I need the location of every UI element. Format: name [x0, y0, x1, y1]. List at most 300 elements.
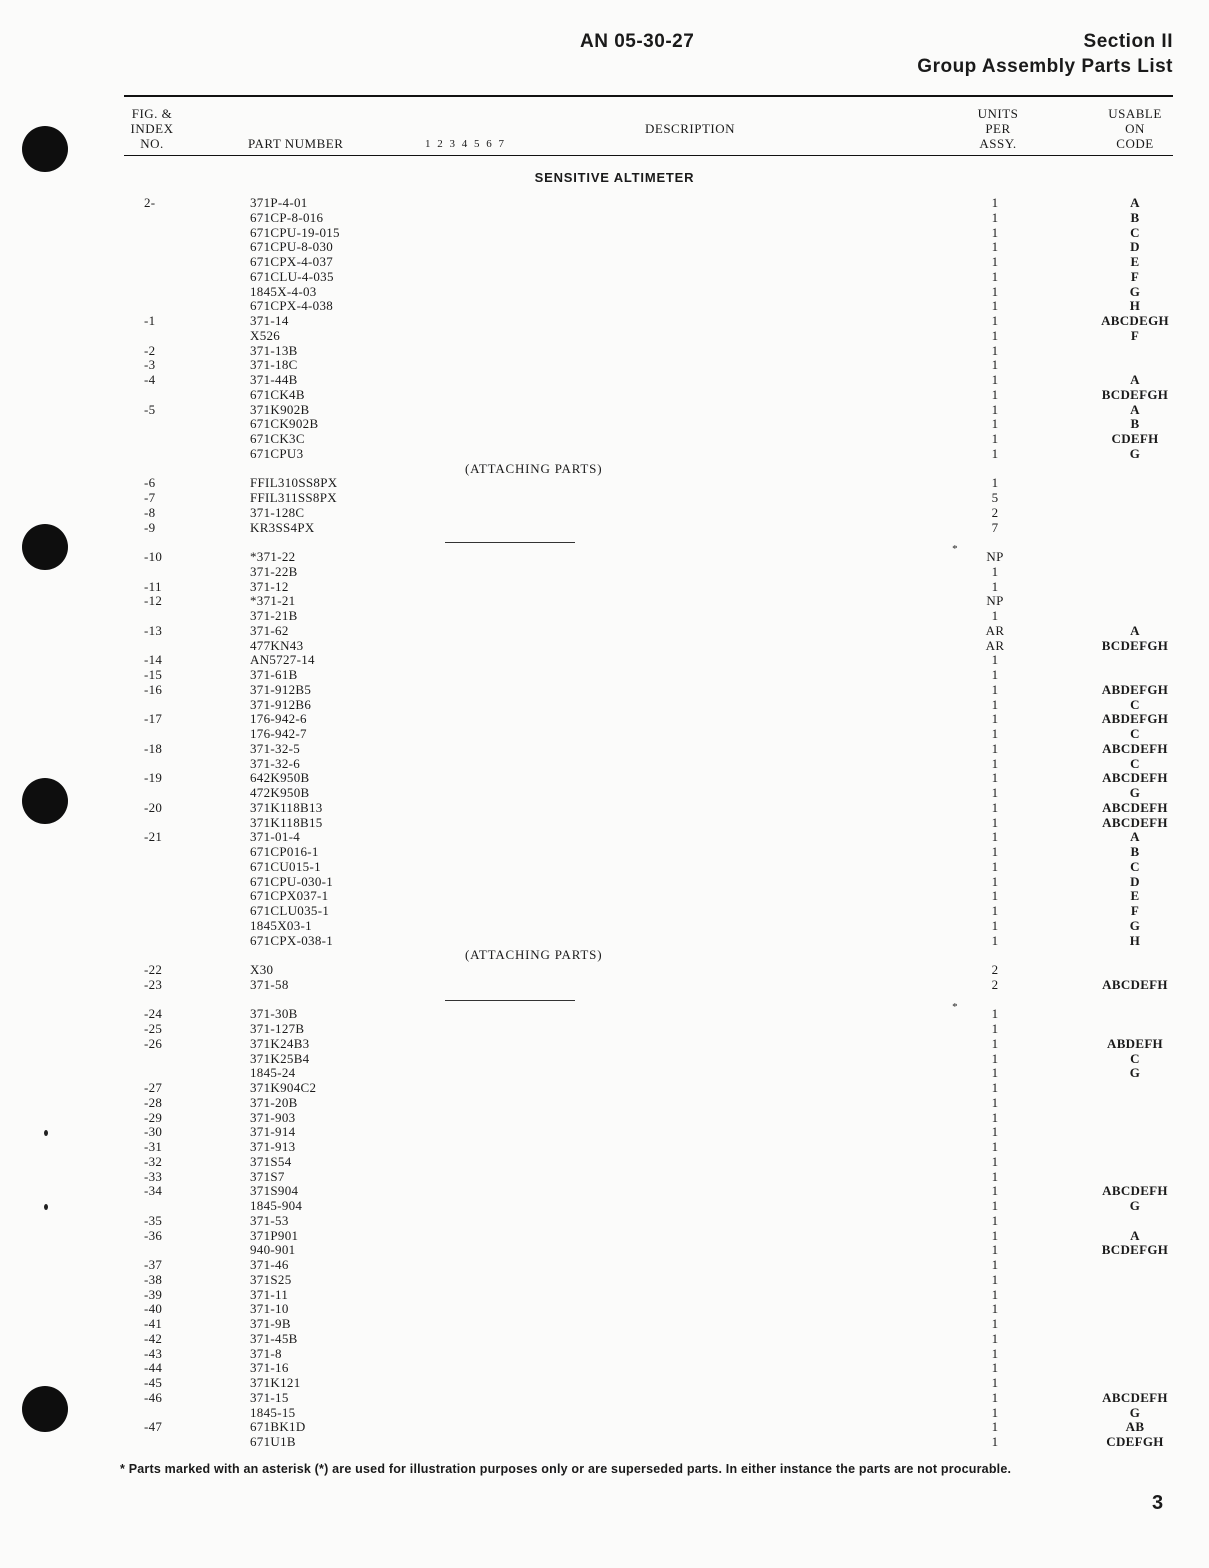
fig-index-cell: -37 [144, 1257, 163, 1272]
usable-on-code-cell: ABCDEFH [1102, 740, 1168, 756]
table-row [0, 1332, 1209, 1347]
table-row [0, 388, 1209, 403]
part-number-cell: 371-58 [250, 976, 289, 992]
table-row [0, 1435, 1209, 1450]
units-per-assy-cell: 1 [991, 1153, 999, 1169]
table-row [0, 447, 1209, 462]
table-row [0, 727, 1209, 742]
table-row [0, 889, 1209, 904]
table-row [0, 1229, 1209, 1244]
part-number-cell: 371-53 [250, 1212, 289, 1228]
fig-index-cell: -35 [144, 1212, 163, 1228]
col-usable-on-code: USABLE ON CODE [1108, 106, 1162, 151]
binder-hole-top [22, 126, 68, 172]
table-row [0, 196, 1209, 211]
part-number-cell: 371K118B15 [250, 814, 323, 830]
units-per-assy-cell: 1 [991, 932, 999, 948]
table-row [0, 255, 1209, 270]
table-row [0, 1361, 1209, 1376]
fig-index-cell: -39 [144, 1286, 163, 1302]
table-row [0, 1199, 1209, 1214]
part-number-cell: 371-10 [250, 1301, 289, 1317]
fig-index-cell: -31 [144, 1139, 163, 1154]
table-row [0, 786, 1209, 801]
units-per-assy-cell: 1 [991, 1316, 999, 1331]
units-per-assy-cell: 1 [991, 1168, 999, 1184]
table-row [0, 594, 1209, 609]
usable-on-code-cell: A [1130, 401, 1140, 417]
table-row [0, 904, 1209, 919]
table-row [0, 978, 1209, 993]
usable-on-code-cell: H [1129, 932, 1141, 948]
usable-on-code-cell: G [1129, 785, 1141, 800]
part-number-cell: 671CK4B [250, 386, 305, 402]
fig-index-cell: -15 [144, 667, 163, 682]
usable-on-code-cell: D [1130, 239, 1140, 255]
part-number-cell: 477KN43 [250, 637, 304, 653]
part-number-cell: FFIL311SS8PX [250, 490, 337, 505]
fig-index-cell: -5 [144, 401, 156, 417]
part-number-cell: 671CPU-19-015 [250, 224, 340, 240]
table-row [0, 816, 1209, 831]
part-number-cell: 671CP016-1 [250, 844, 319, 859]
units-per-assy-cell: 1 [991, 829, 999, 845]
units-per-assy-cell: 1 [991, 1006, 999, 1022]
units-per-assy-cell: 1 [991, 1065, 999, 1081]
units-per-assy-cell: 1 [991, 298, 999, 314]
usable-on-code-cell: CDEFGH [1106, 1434, 1164, 1449]
part-number-cell: 176-942-7 [250, 726, 307, 741]
table-row [0, 240, 1209, 255]
part-number-cell: 371P901 [250, 1227, 299, 1243]
usable-on-code-cell: D [1130, 873, 1140, 889]
part-number-cell: 371-128C [250, 504, 305, 520]
units-per-assy-cell: 1 [991, 1212, 999, 1228]
table-row [0, 1347, 1209, 1362]
table-row [0, 1288, 1209, 1303]
table-row [0, 830, 1209, 845]
part-number-cell: 671CLU-4-035 [250, 268, 334, 284]
table-row [0, 801, 1209, 816]
usable-on-code-cell: ABCDEFH [1102, 799, 1168, 815]
fig-index-cell: -44 [144, 1360, 163, 1376]
part-number-cell: 371-9B [250, 1316, 291, 1331]
fig-index-cell: -45 [144, 1375, 163, 1390]
units-per-assy-cell: 1 [991, 1227, 999, 1243]
usable-on-code-cell: G [1129, 917, 1141, 933]
usable-on-code-cell: B [1130, 416, 1140, 432]
table-row [0, 1007, 1209, 1022]
units-per-assy-cell: 1 [991, 239, 999, 255]
units-per-assy-cell: 1 [991, 814, 999, 830]
fig-index-cell: -20 [144, 799, 163, 815]
part-number-cell: 1845X03-1 [250, 917, 312, 933]
units-per-assy-cell: 1 [991, 1389, 999, 1405]
units-per-assy-cell: 1 [991, 1050, 999, 1066]
usable-on-code-cell: G [1129, 283, 1141, 299]
table-row [0, 506, 1209, 521]
units-per-assy-cell: 1 [991, 1139, 999, 1154]
usable-on-code-cell: BCDEFGH [1101, 1242, 1169, 1258]
units-per-assy-cell: 1 [991, 608, 999, 623]
table-row [0, 1066, 1209, 1081]
part-number-cell: 371-14 [250, 313, 289, 328]
usable-on-code-cell: ABDEFGH [1101, 711, 1169, 727]
usable-on-code-cell: ABDEFGH [1101, 681, 1169, 697]
fig-index-cell: -29 [144, 1109, 163, 1125]
usable-on-code-cell: F [1130, 903, 1140, 918]
part-number-cell: 671CU015-1 [250, 858, 321, 874]
table-row [0, 1052, 1209, 1067]
part-number-cell: 371-20B [250, 1094, 298, 1110]
table-row [0, 1243, 1209, 1258]
part-number-cell: 1845-24 [250, 1065, 296, 1081]
table-row [0, 653, 1209, 668]
units-per-assy-cell: 1 [991, 696, 999, 712]
part-number-cell: 371-21B [250, 608, 298, 623]
table-row [0, 1125, 1209, 1140]
units-per-assy-cell: 1 [991, 873, 999, 889]
table-row [0, 358, 1209, 373]
fig-index-cell: -32 [144, 1153, 163, 1169]
part-number-cell: 371-30B [250, 1006, 298, 1022]
units-per-assy-cell: 1 [991, 1035, 999, 1051]
fig-index-cell: -36 [144, 1227, 163, 1243]
part-number-cell: 642K950B [250, 770, 310, 786]
attaching-parts-row [0, 462, 1209, 477]
table-row [0, 329, 1209, 344]
usable-on-code-cell: BCDEFGH [1101, 386, 1169, 402]
fig-index-cell: -34 [144, 1183, 163, 1199]
table-row [0, 270, 1209, 285]
units-per-assy-cell: 1 [991, 770, 999, 786]
units-per-assy-cell: 1 [991, 799, 999, 815]
part-number-cell: 371-15 [250, 1389, 289, 1405]
part-number-cell: 371K24B3 [250, 1035, 310, 1051]
units-per-assy-cell: 1 [991, 224, 999, 240]
fig-index-cell: -25 [144, 1021, 163, 1036]
units-per-assy-cell: 1 [991, 431, 999, 446]
table-row [0, 211, 1209, 226]
table-row [0, 845, 1209, 860]
units-per-assy-cell: 1 [991, 681, 999, 697]
section-heading: SENSITIVE ALTIMETER [534, 170, 695, 185]
units-per-assy-cell: 1 [991, 844, 999, 859]
part-number-cell: 371S25 [250, 1271, 292, 1287]
table-row [0, 1302, 1209, 1317]
fig-index-cell: -11 [144, 578, 162, 594]
fig-index-cell: -18 [144, 740, 163, 756]
units-per-assy-cell: 1 [991, 1360, 999, 1376]
header-rule-top [124, 95, 1173, 97]
separator-line [445, 1000, 958, 1013]
part-number-cell: 371-18C [250, 357, 298, 373]
units-per-assy-cell: AR [985, 637, 1005, 653]
separator-star: * [949, 1000, 961, 1015]
page-number: 3 [1152, 1492, 1164, 1514]
separator-star: * [949, 542, 961, 557]
fig-index-cell: 2- [144, 195, 156, 210]
usable-on-code-cell: F [1130, 327, 1140, 343]
units-per-assy-cell: 1 [991, 342, 999, 358]
units-per-assy-cell: 1 [991, 475, 999, 491]
units-per-assy-cell: NP [986, 593, 1004, 609]
part-number-cell: 371-62 [250, 622, 289, 638]
table-row [0, 875, 1209, 890]
table-row [0, 314, 1209, 329]
table-row [0, 299, 1209, 314]
units-per-assy-cell: 1 [991, 1198, 999, 1213]
units-per-assy-cell: 1 [991, 445, 999, 461]
part-number-cell: FFIL310SS8PX [250, 475, 338, 491]
usable-on-code-cell: ABCDEGH [1101, 313, 1169, 328]
part-number-cell: 371-46 [250, 1257, 289, 1272]
usable-on-code-cell: G [1129, 445, 1141, 461]
table-row [0, 698, 1209, 713]
part-number-cell: *371-22 [250, 549, 296, 564]
fig-index-cell: -41 [144, 1316, 163, 1331]
units-per-assy-cell: 2 [991, 962, 999, 977]
usable-on-code-cell: G [1129, 1198, 1141, 1213]
table-row [0, 403, 1209, 418]
fig-index-cell: -1 [144, 313, 156, 328]
units-per-assy-cell: 1 [991, 903, 999, 918]
units-per-assy-cell: NP [986, 549, 1004, 564]
part-number-cell: 371S54 [250, 1153, 292, 1169]
fig-index-cell: -12 [144, 593, 163, 609]
units-per-assy-cell: 1 [991, 755, 999, 771]
usable-on-code-cell: ABDEFH [1107, 1035, 1163, 1051]
part-number-cell: 371-45B [250, 1330, 298, 1346]
units-per-assy-cell: 1 [991, 1375, 999, 1390]
part-number-cell: 671U1B [250, 1434, 296, 1449]
usable-on-code-cell: AB [1125, 1419, 1145, 1435]
units-per-assy-cell: 1 [991, 1021, 999, 1036]
units-per-assy-cell: 1 [991, 313, 999, 328]
fig-index-cell: -46 [144, 1389, 163, 1405]
part-number-cell: 671CP-8-016 [250, 209, 324, 225]
usable-on-code-cell: E [1130, 888, 1140, 904]
usable-on-code-cell: A [1130, 195, 1140, 210]
part-number-cell: 371-16 [250, 1360, 289, 1376]
part-number-cell: 371K118B13 [250, 799, 323, 815]
table-row [0, 1391, 1209, 1406]
table-row [0, 1214, 1209, 1229]
units-per-assy-cell: 1 [991, 1080, 999, 1095]
table-row [0, 1111, 1209, 1126]
table-row [0, 580, 1209, 595]
part-number-cell: 371K904C2 [250, 1080, 317, 1095]
usable-on-code-cell: ABCDEFH [1102, 1389, 1168, 1405]
table-row [0, 1420, 1209, 1435]
section-label: Section II [1083, 31, 1173, 52]
units-per-assy-cell: 1 [991, 1345, 999, 1361]
usable-on-code-cell: A [1130, 622, 1140, 638]
part-number-cell: 671CPX-4-038 [250, 298, 334, 314]
part-number-cell: 371-914 [250, 1124, 296, 1140]
part-number-cell: 371-32-5 [250, 740, 301, 756]
fig-index-cell: -2 [144, 342, 156, 358]
table-row [0, 1037, 1209, 1052]
units-per-assy-cell: 1 [991, 726, 999, 741]
usable-on-code-cell: ABCDEFH [1102, 814, 1168, 830]
units-per-assy-cell: 1 [991, 1271, 999, 1287]
part-number-cell: 671CK3C [250, 431, 305, 446]
table-row [0, 521, 1209, 536]
table-row [0, 1184, 1209, 1199]
usable-on-code-cell: F [1130, 268, 1140, 284]
units-per-assy-cell: 1 [991, 1124, 999, 1140]
units-per-assy-cell: 1 [991, 1434, 999, 1449]
units-per-assy-cell: 1 [991, 386, 999, 402]
units-per-assy-cell: 1 [991, 1183, 999, 1199]
units-per-assy-cell: 1 [991, 578, 999, 594]
units-per-assy-cell: 1 [991, 416, 999, 432]
units-per-assy-cell: 1 [991, 1242, 999, 1258]
usable-on-code-cell: E [1130, 254, 1140, 269]
table-row [0, 491, 1209, 506]
table-row [0, 1096, 1209, 1111]
part-number-cell: 371-913 [250, 1139, 296, 1154]
usable-on-code-cell: ABCDEFH [1102, 976, 1168, 992]
units-per-assy-cell: 1 [991, 858, 999, 874]
usable-on-code-cell: ABCDEFH [1102, 770, 1168, 786]
table-row [0, 609, 1209, 624]
attaching-parts-row [0, 948, 1209, 963]
table-row [0, 226, 1209, 241]
part-number-cell: X526 [250, 327, 281, 343]
usable-on-code-cell: B [1130, 844, 1140, 859]
part-number-cell: 371-44B [250, 372, 298, 387]
part-number-cell: 371S904 [250, 1183, 299, 1199]
units-per-assy-cell: 1 [991, 1330, 999, 1346]
table-row [0, 683, 1209, 698]
table-row [0, 1170, 1209, 1185]
table-row [0, 1406, 1209, 1421]
table-row [0, 1258, 1209, 1273]
fig-index-cell: -28 [144, 1094, 163, 1110]
part-number-cell: 671CPX-4-037 [250, 254, 334, 269]
parts-list [0, 196, 1209, 1450]
fig-index-cell: -43 [144, 1345, 163, 1361]
usable-on-code-cell: A [1130, 829, 1140, 845]
units-per-assy-cell: 1 [991, 372, 999, 387]
units-per-assy-cell: 1 [991, 785, 999, 800]
units-per-assy-cell: 1 [991, 195, 999, 210]
units-per-assy-cell: 1 [991, 283, 999, 299]
part-number-cell: 671CK902B [250, 416, 319, 432]
usable-on-code-cell: C [1130, 696, 1140, 712]
table-row [0, 1317, 1209, 1332]
units-per-assy-cell: 1 [991, 327, 999, 343]
table-row [0, 624, 1209, 639]
fig-index-cell: -47 [144, 1419, 163, 1435]
usable-on-code-cell: BCDEFGH [1101, 637, 1169, 653]
table-row [0, 757, 1209, 772]
table-row [0, 639, 1209, 654]
usable-on-code-cell: C [1130, 726, 1140, 741]
fig-index-cell: -38 [144, 1271, 163, 1287]
table-row [0, 1273, 1209, 1288]
table-row [0, 565, 1209, 580]
part-number-cell: 671BK1D [250, 1419, 306, 1435]
part-number-cell: 371-61B [250, 667, 298, 682]
separator-line [445, 542, 958, 556]
part-number-cell: 1845X-4-03 [250, 283, 317, 299]
fig-index-cell: -16 [144, 681, 163, 697]
usable-on-code-cell: H [1129, 298, 1141, 314]
fig-index-cell: -8 [144, 504, 156, 520]
part-number-cell: 371-8 [250, 1345, 282, 1361]
fig-index-cell: -7 [144, 490, 156, 505]
fig-index-cell: -6 [144, 475, 156, 491]
col-part-number: PART NUMBER [248, 136, 344, 151]
fig-index-cell: -30 [144, 1124, 163, 1140]
part-number-cell: 371-01-4 [250, 829, 301, 845]
fig-index-cell: -19 [144, 770, 163, 786]
part-number-cell: 371-13B [250, 342, 298, 358]
table-row [0, 1140, 1209, 1155]
units-per-assy-cell: AR [985, 622, 1005, 638]
units-per-assy-cell: 1 [991, 563, 999, 579]
table-row [0, 934, 1209, 949]
table-row [0, 963, 1209, 978]
fig-index-cell: -33 [144, 1168, 163, 1184]
usable-on-code-cell: A [1130, 1227, 1140, 1243]
part-number-cell: 671CPU-030-1 [250, 873, 334, 889]
footnote: * Parts marked with an asterisk (*) are used for illustration purposes only or are superseded parts. In either instance the parts are not procurable. [120, 1462, 1012, 1476]
units-per-assy-cell: 1 [991, 209, 999, 225]
units-per-assy-cell: 7 [991, 519, 999, 535]
separator-row [0, 535, 1209, 556]
units-per-assy-cell: 1 [991, 652, 999, 668]
fig-index-cell: -24 [144, 1006, 163, 1022]
units-per-assy-cell: 1 [991, 711, 999, 727]
fig-index-cell: -22 [144, 962, 163, 977]
usable-on-code-cell: C [1130, 224, 1140, 240]
fig-index-cell: -3 [144, 357, 156, 373]
fig-index-cell: -27 [144, 1080, 163, 1095]
units-per-assy-cell: 1 [991, 667, 999, 682]
part-number-cell: 371-912B6 [250, 696, 312, 712]
table-row [0, 860, 1209, 875]
part-number-cell: 371S7 [250, 1168, 285, 1184]
part-number-cell: 671CPX-038-1 [250, 932, 334, 948]
fig-index-cell: -21 [144, 829, 163, 845]
fig-index-cell: -23 [144, 976, 163, 992]
usable-on-code-cell: G [1129, 1065, 1141, 1081]
col-indent-levels: 1 2 3 4 5 6 7 [425, 138, 505, 150]
fig-index-cell: -4 [144, 372, 156, 387]
table-row [0, 344, 1209, 359]
col-fig-index: FIG. & INDEX NO. [130, 106, 174, 151]
units-per-assy-cell: 2 [991, 504, 999, 520]
attaching-parts-label: (ATTACHING PARTS) [465, 947, 603, 963]
units-per-assy-cell: 1 [991, 1404, 999, 1420]
usable-on-code-cell: A [1130, 372, 1140, 387]
header-rule-bottom [124, 155, 1173, 156]
usable-on-code-cell: ABCDEFH [1102, 1183, 1168, 1199]
units-per-assy-cell: 1 [991, 1301, 999, 1317]
part-number-cell: 371K902B [250, 401, 310, 417]
part-number-cell: 671CPX037-1 [250, 888, 329, 904]
table-row [0, 1155, 1209, 1170]
attaching-parts-label: (ATTACHING PARTS) [465, 460, 603, 476]
table-row [0, 919, 1209, 934]
part-number-cell: 671CPU-8-030 [250, 239, 334, 255]
units-per-assy-cell: 1 [991, 357, 999, 373]
col-description: DESCRIPTION [645, 121, 736, 136]
